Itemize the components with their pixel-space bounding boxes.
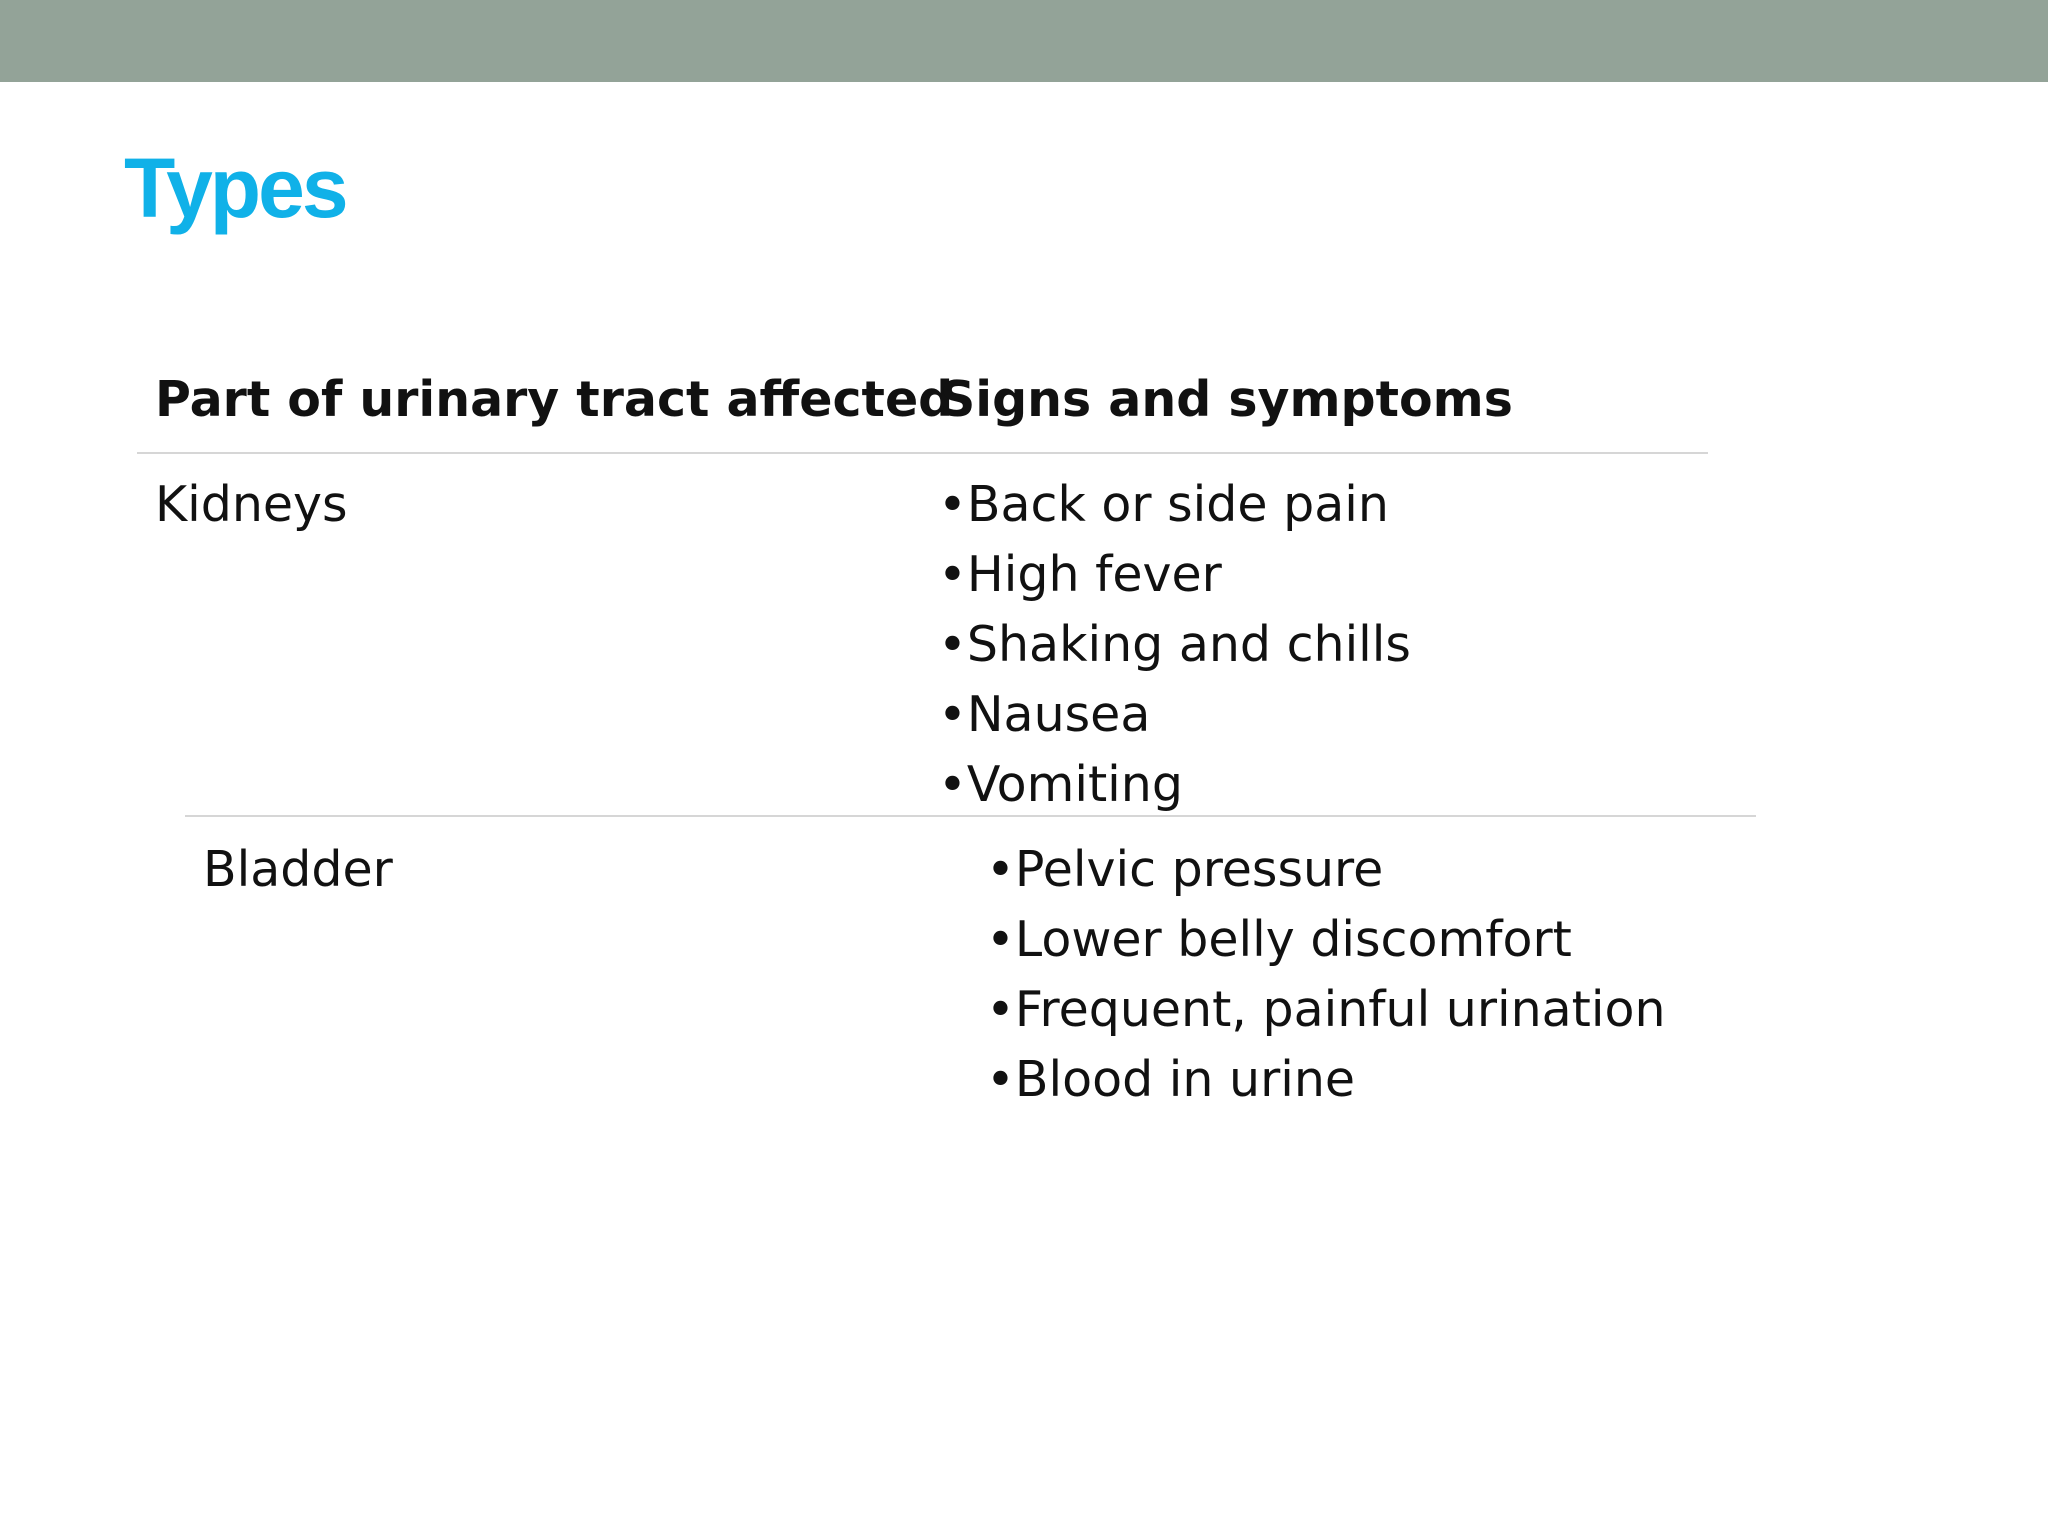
list-item: •Back or side pain [938, 476, 1389, 533]
list-item: •Shaking and chills [938, 616, 1411, 673]
top-band [0, 0, 2048, 82]
kidney-symptom-list [938, 470, 1411, 820]
row-part-kidneys: Kidneys [155, 476, 348, 533]
list-item: •Vomiting [938, 756, 1183, 813]
list-item: •High fever [938, 546, 1222, 603]
header-divider [137, 452, 1708, 454]
list-item: •Lower belly discomfort [986, 911, 1572, 968]
list-item: •Pelvic pressure [986, 841, 1384, 898]
list-item: •Frequent, painful urination [986, 981, 1666, 1038]
row-part-bladder: Bladder [203, 841, 393, 898]
list-item: •Blood in urine [986, 1051, 1356, 1108]
slide-title: Types [124, 141, 346, 235]
row-divider [185, 815, 1756, 817]
bladder-symptom-list [986, 835, 1666, 1115]
header-part-affected: Part of urinary tract affected [155, 371, 954, 428]
header-signs-symptoms: Signs and symptoms [940, 371, 1513, 428]
list-item: •Nausea [938, 686, 1151, 743]
